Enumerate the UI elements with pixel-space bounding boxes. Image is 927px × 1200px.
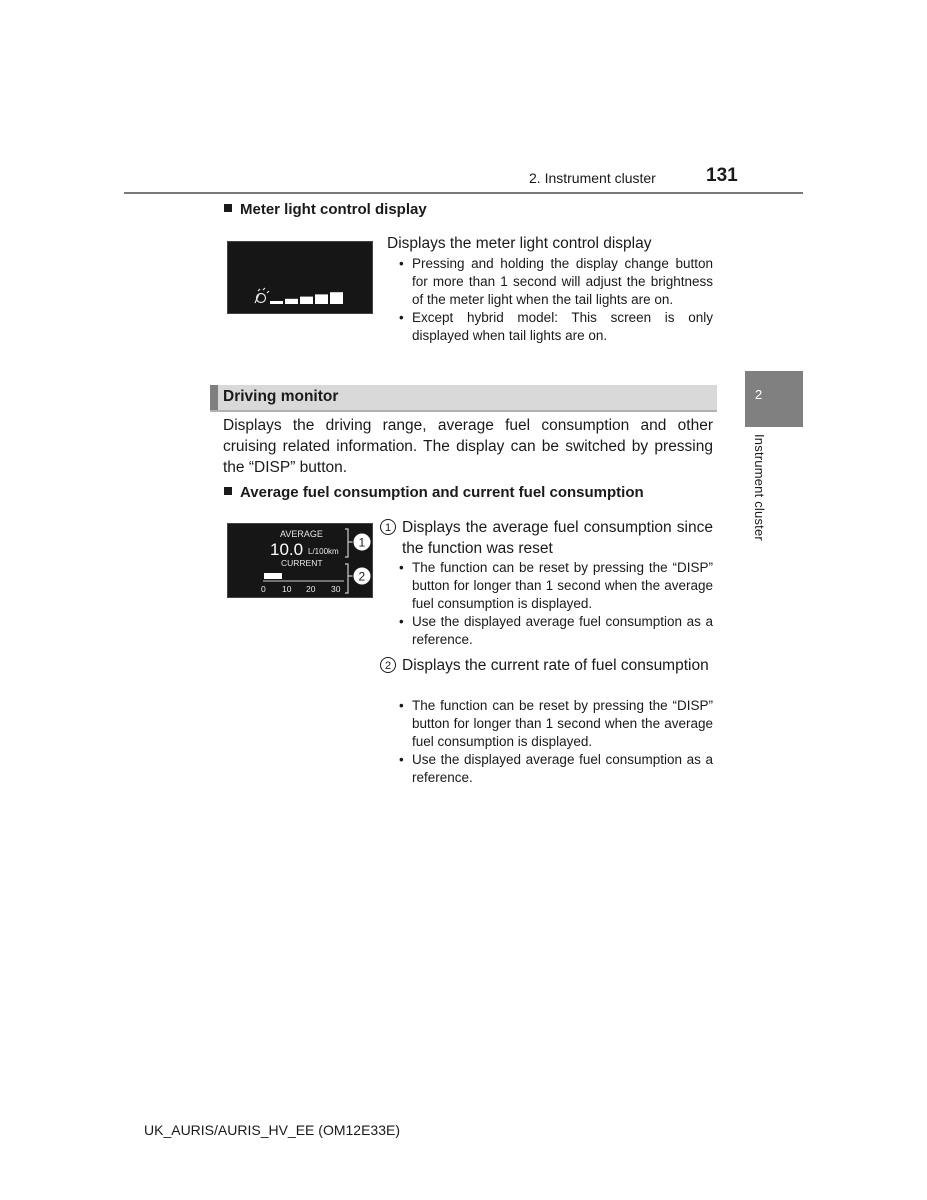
scale-tick: 10 xyxy=(282,584,292,594)
chapter-tab[interactable] xyxy=(745,371,803,427)
callout-2-number: 2 xyxy=(358,569,366,584)
meter-light-display xyxy=(227,241,373,314)
meter-light-bullets xyxy=(399,255,713,345)
brightness-bar xyxy=(285,299,298,304)
item-2-marker: 2 xyxy=(380,657,396,673)
avg-fuel-heading: Average fuel consumption and current fuel consumption xyxy=(224,484,644,501)
brightness-bar xyxy=(330,292,343,304)
dimmer-icon xyxy=(255,288,269,303)
item-2 xyxy=(380,655,713,676)
callouts xyxy=(344,523,374,598)
chapter-label: Instrument cluster xyxy=(752,434,767,541)
brightness-bar xyxy=(315,294,328,304)
driving-monitor-intro: Displays the driving range, average fuel consumption and other cruising related information. The display can be switched by pressing the “DISP” button. xyxy=(223,417,713,476)
avg-value: 10.0 xyxy=(270,540,304,559)
current-label: CURRENT xyxy=(281,558,323,568)
meter-light-graphic xyxy=(228,242,372,313)
brightness-level-bars xyxy=(270,292,343,304)
page-number: 131 xyxy=(706,165,738,186)
bullet-item: • Pressing and holding the display change button for more than 1 second will adjust the brightness of the meter light when the tail lights are on. xyxy=(399,255,713,309)
bullet-item: • Use the displayed average fuel consumption as a reference. xyxy=(399,751,713,787)
brightness-bar xyxy=(270,301,283,304)
scale-tick: 20 xyxy=(306,584,316,594)
bullet-item: • The function can be reset by pressing the “DISP” button for longer than 1 second when the average fuel consumption is displayed. xyxy=(399,697,713,751)
item-2-text: Displays the current rate of fuel consumption xyxy=(402,657,709,674)
scale-tick: 30 xyxy=(331,584,341,594)
item-1 xyxy=(380,517,713,559)
chapter-number: 2 xyxy=(755,387,763,402)
meter-light-lead: Displays the meter light control display xyxy=(387,235,652,252)
avg-label: AVERAGE xyxy=(280,529,323,539)
driving-monitor-title: Driving monitor xyxy=(223,388,339,405)
item-2-bullets xyxy=(399,697,713,787)
scale-tick: 0 xyxy=(261,584,266,594)
manual-code: UK_AURIS/AURIS_HV_EE (OM12E33E) xyxy=(144,1122,400,1138)
bullet-item: • Except hybrid model: This screen is only displayed when tail lights are on. xyxy=(399,309,713,345)
section-title: 2. Instrument cluster xyxy=(529,170,656,186)
item-1-text: Displays the average fuel consumption since the function was reset xyxy=(402,519,713,557)
brightness-bar xyxy=(300,297,313,304)
driving-monitor-bar xyxy=(210,385,717,412)
meter-light-heading: Meter light control display xyxy=(224,201,427,218)
bullet-item: • Use the displayed average fuel consumption as a reference. xyxy=(399,613,713,649)
item-1-marker: 1 xyxy=(380,519,396,535)
current-bar xyxy=(264,573,282,579)
callout-1-number: 1 xyxy=(358,535,366,550)
item-1-bullets xyxy=(399,559,713,649)
header-rule xyxy=(124,192,803,194)
bar-accent xyxy=(210,385,218,410)
bullet-item: • The function can be reset by pressing the “DISP” button for longer than 1 second when the average fuel consumption is displayed. xyxy=(399,559,713,613)
unit-label: L/100km xyxy=(308,547,339,556)
